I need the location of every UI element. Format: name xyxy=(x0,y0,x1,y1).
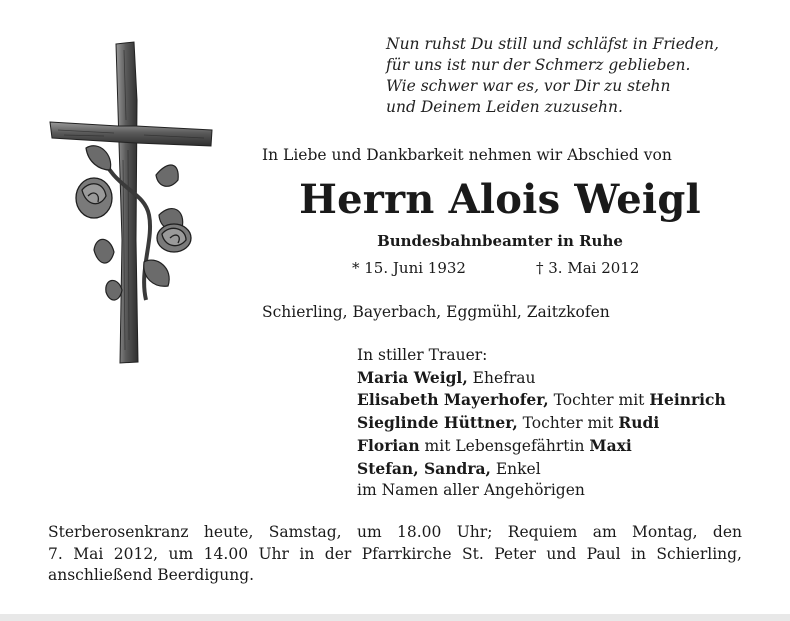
mourner-relation: Enkel xyxy=(490,459,541,478)
birth-date: * 15. Juni 1932 xyxy=(352,259,466,277)
poem-line: Nun ruhst Du still und schläfst in Frieden, xyxy=(386,35,719,53)
mourners-closing: im Namen aller Angehörigen xyxy=(357,481,585,500)
mourner-line xyxy=(357,389,726,412)
mourner-name: Sieglinde Hüttner, xyxy=(357,413,518,433)
poem-line: Wie schwer war es, vor Dir zu stehn xyxy=(386,77,671,95)
mourner-partner-name: Maxi xyxy=(589,435,632,455)
mourners-heading: In stiller Trauer: xyxy=(357,346,488,364)
mourner-line xyxy=(357,435,726,458)
poem-line: für uns ist nur der Schmerz geblieben. xyxy=(386,56,691,74)
service-line: 7. Mai 2012, um 14.00 Uhr in der Pfarrkirche St. Peter und Paul in Schierling, xyxy=(48,544,742,563)
mourner-name: Elisabeth Mayerhofer, xyxy=(357,390,549,410)
mourner-name: Maria Weigl, xyxy=(357,367,468,387)
mourner-line xyxy=(357,412,726,435)
service-line: anschließend Beerdigung. xyxy=(48,566,255,584)
mourner-line xyxy=(357,458,726,481)
mourner-relation: Ehefrau xyxy=(467,368,536,387)
poem-line: und Deinem Leiden zuzusehn. xyxy=(386,98,623,116)
mourners-list xyxy=(357,345,726,502)
places: Schierling, Bayerbach, Eggmühl, Zaitzkofen xyxy=(262,303,610,321)
mourner-line xyxy=(357,367,726,390)
mourner-partner-name: Heinrich xyxy=(649,390,726,410)
deceased-occupation: Bundesbahnbeamter in Ruhe xyxy=(377,232,623,250)
bottom-border xyxy=(0,614,790,621)
poem xyxy=(386,34,766,118)
deceased-name: Herrn Alois Weigl xyxy=(299,176,701,223)
mourner-relation: Tochter mit xyxy=(548,391,650,410)
cross-with-roses-icon xyxy=(44,40,214,365)
intro-text: In Liebe und Dankbarkeit nehmen wir Abschied von xyxy=(262,146,672,164)
service-line: Sterberosenkranz heute, Samstag, um 18.00 Uhr; Requiem am Montag, den xyxy=(48,523,742,541)
mourner-partner-name: Rudi xyxy=(618,413,660,433)
mourner-relation: mit Lebensgefährtin xyxy=(419,436,590,455)
mourner-relation: Tochter mit xyxy=(517,414,619,433)
mourner-name: Florian xyxy=(357,435,420,455)
service-details xyxy=(48,522,742,587)
mourner-name: Stefan, Sandra, xyxy=(357,458,491,478)
death-date: † 3. Mai 2012 xyxy=(536,259,640,277)
